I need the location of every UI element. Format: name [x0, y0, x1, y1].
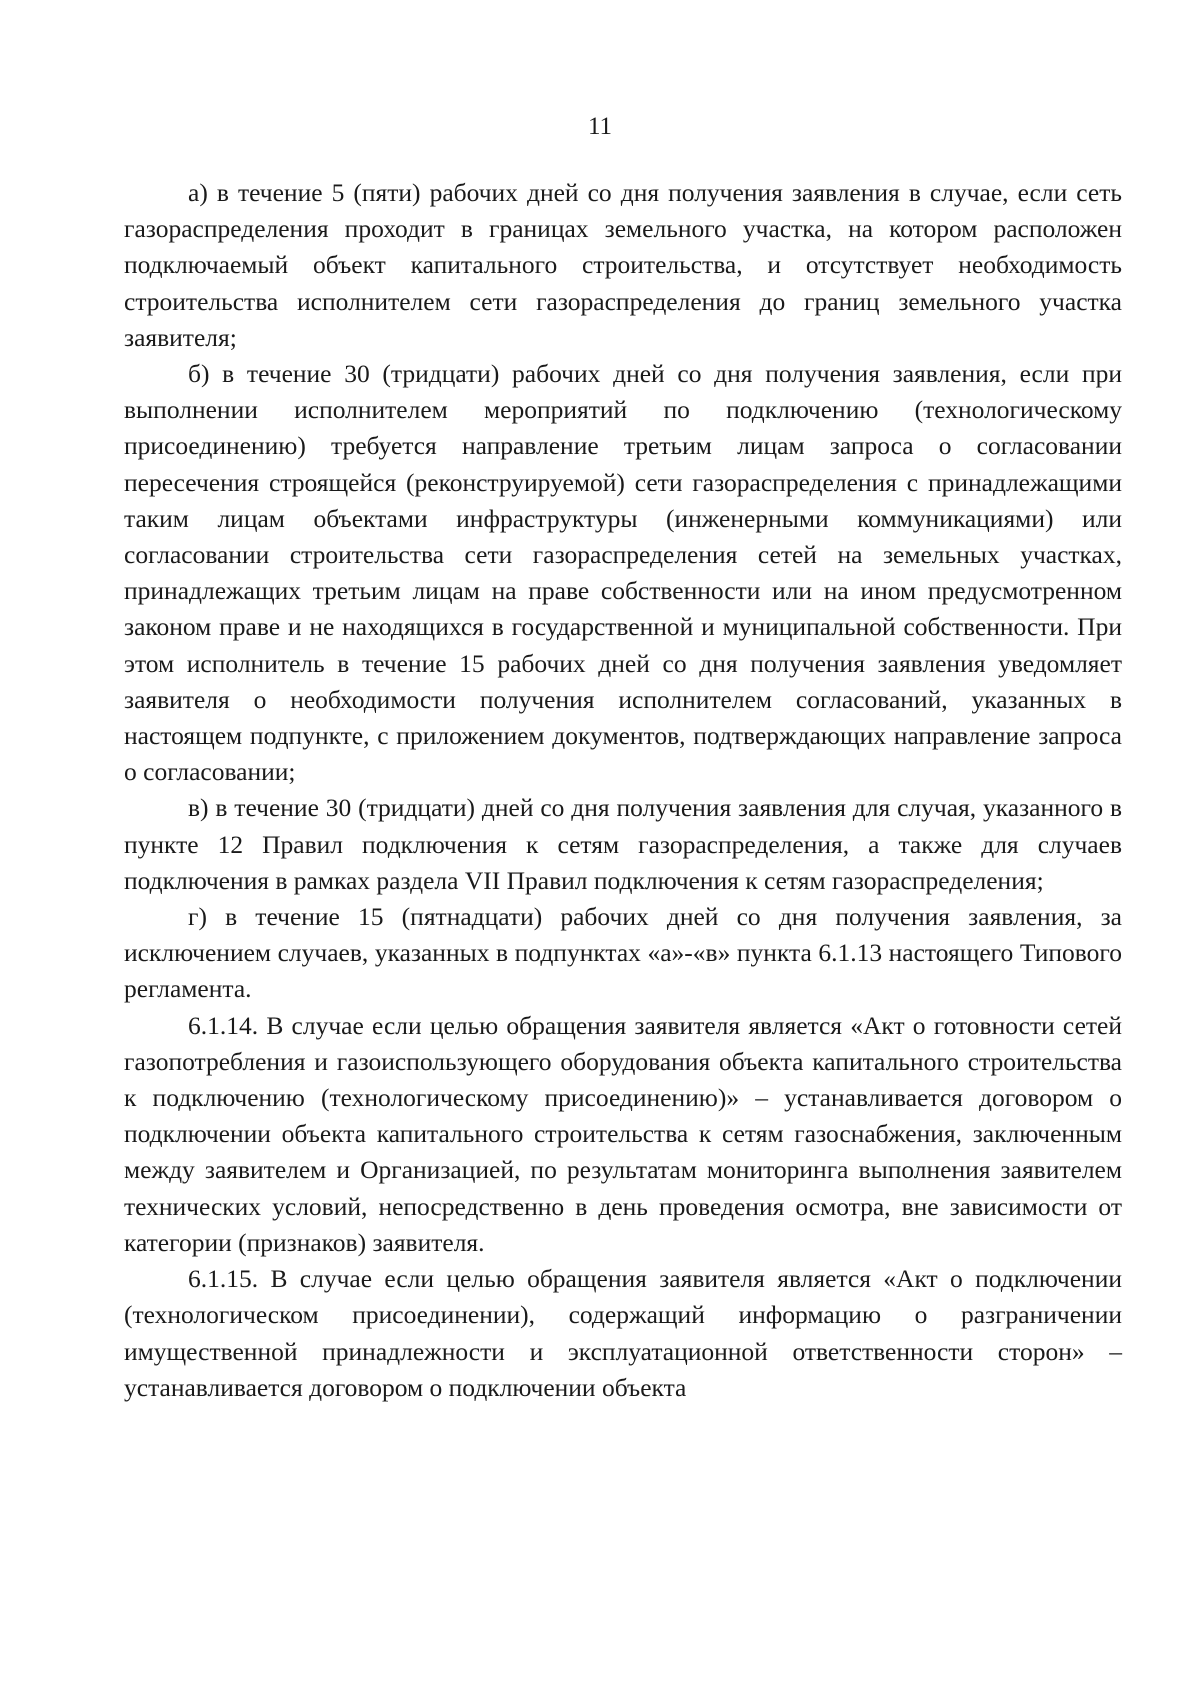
paragraph-clause-6-1-14: 6.1.14. В случае если целью обращения заявителя является «Акт о готовности сетей газопотребления и газоиспользующего оборудования объекта капитального строительства к подключению (технологическому присоединению)» – устанавливается договором о подключении объекта капитального строительства к сетям газоснабжения, заключенным между заявителем и Организацией, по результатам мониторинга выполнения заявителем технических условий, непосредственно в день проведения осмотра, вне зависимости от категории (признаков) заявителя.	[124, 1010, 1122, 1257]
paragraph-subitem-v: в) в течение 30 (тридцати) дней со дня получения заявления для случая, указанного в пункте 12 Правил подключения к сетям газораспределения, а также для случаев подключения в рамках раздела VII Правил подключения к сетям газораспределения;	[124, 793, 1122, 895]
paragraph-subitem-b: б) в течение 30 (тридцати) рабочих дней со дня получения заявления, если при выполнении исполнителем мероприятий по подключению (технологическому присоединению) требуется направление третьим лицам запроса о согласовании пересечения строящейся (реконструируемой) сети газораспределения с принадлежащими таким лицам объектами инфраструктуры (инженерными коммуникациями) или согласовании строительства сети газораспределения сетей на земельных участках, принадлежащих третьим лицам на праве собственности или на ином предусмотренном законом праве и не находящихся в государственной и муниципальной собственности. При этом исполнитель в течение 15 рабочих дней со дня получения заявления уведомляет заявителя о необходимости получения исполнителем согласований, указанных в настоящем подпункте, с приложением документов, подтверждающих направление запроса о согласовании;	[124, 359, 1122, 787]
paragraph-subitem-a: а) в течение 5 (пяти) рабочих дней со дня получения заявления в случае, если сеть газораспределения проходит в границах земельного участка, на котором расположен подключаемый объект капитального строительства, и отсутствует необходимость строительства исполнителем сети газораспределения до границ земельного участка заявителя;	[124, 178, 1122, 352]
document-body	[124, 175, 1122, 1406]
paragraph-subitem-g: г) в течение 15 (пятнадцати) рабочих дней со дня получения заявления, за исключением случаев, указанных в подпунктах «а»-«в» пункта 6.1.13 настоящего Типового регламента.	[124, 902, 1122, 1004]
paragraph-clause-6-1-15: 6.1.15. В случае если целью обращения заявителя является «Акт о подключении (технологическом присоединении), содержащий информацию о разграничении имущественной принадлежности и эксплуатационной ответственности сторон» – устанавливается договором о подключении объекта	[124, 1264, 1122, 1402]
page-number: 11	[587, 113, 613, 140]
